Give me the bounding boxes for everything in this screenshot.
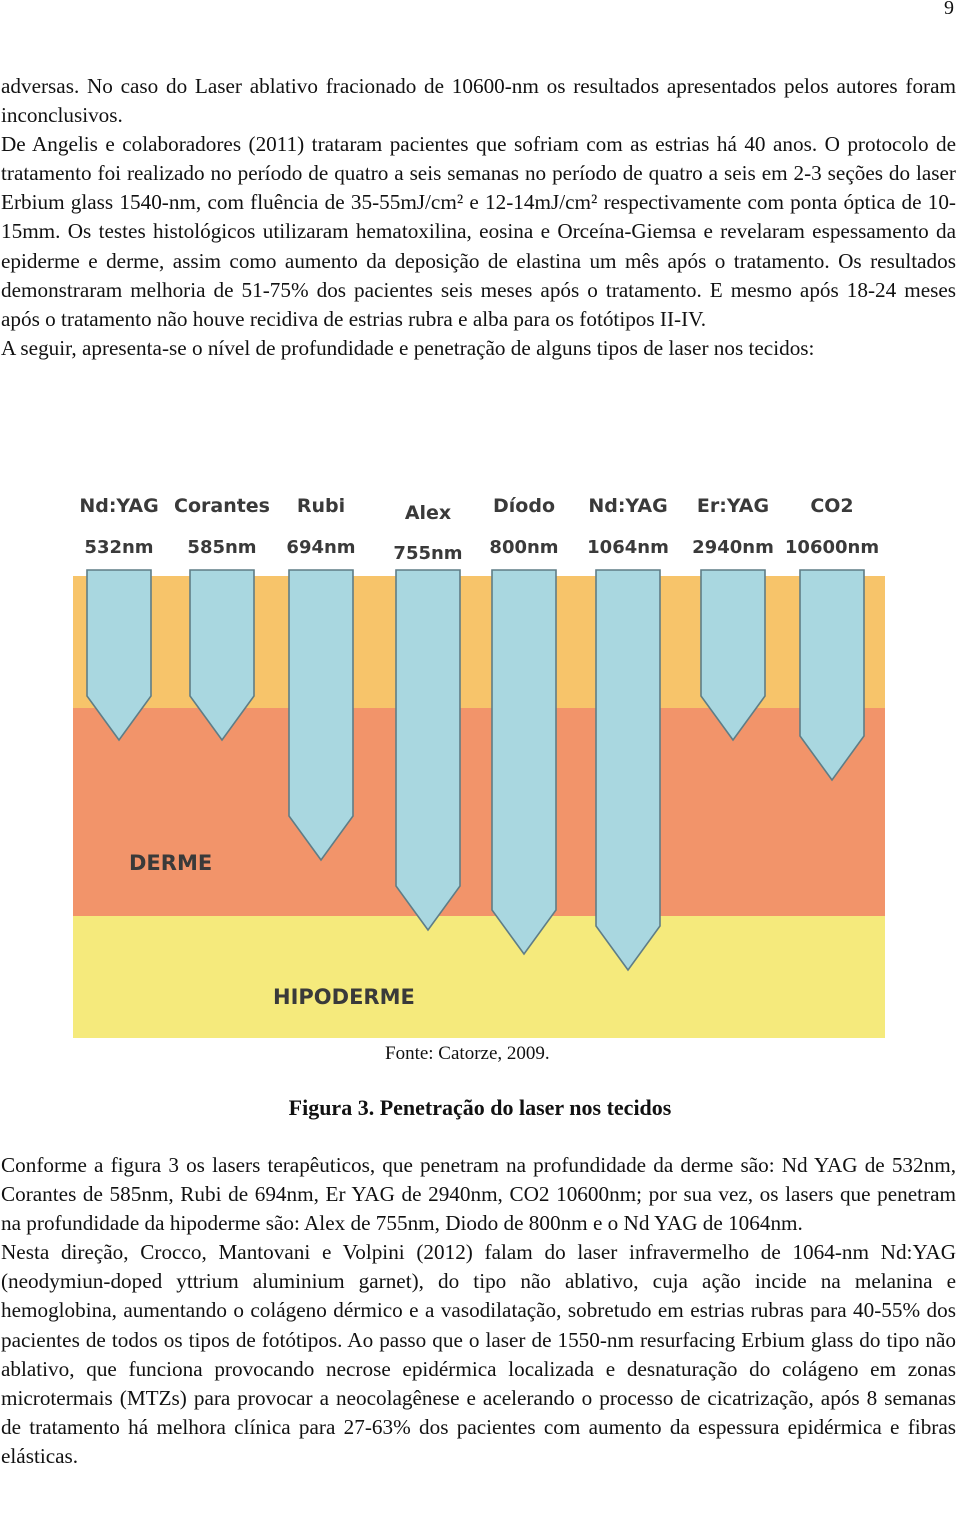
laser-wavelength-label: 10600nm [784,537,880,558]
paragraph: adversas. No caso do Laser ablativo fracionado de 10600-nm os resultados apresentados pelos autores foram inconclusivos. [1,74,956,128]
laser-name-label: Díodo [493,495,555,517]
laser-name-label: Rubi [296,495,346,517]
laser-wavelength-label: 585nm [187,537,257,558]
hipoderme-layer [73,916,885,1038]
laser-name-label: Nd:YAG [79,495,159,517]
hipoderme-label: HIPODERME [273,985,415,1009]
laser-wavelength-label: 532nm [84,537,154,558]
paragraph: Conforme a figura 3 os lasers terapêuticos, que penetram na profundidade da derme são: Nd YAG de 532nm, Corantes de 585nm, Rubi de 694nm, Er YAG de 2940nm, CO2 10600nm; por sua vez, os lasers que penetram na profundidade da hipoderme são: Alex de 755nm, Diodo de 800nm e o Nd YAG de 1064nm. [1,1153,956,1236]
laser-beam [396,570,460,930]
laser-wavelength-label: 800nm [489,537,559,558]
laser-name-label: CO2 [810,495,854,517]
laser-beam [289,570,353,860]
laser-wavelength-label: 755nm [393,543,463,564]
page-number: 9 [944,0,954,19]
laser-wavelength-label: 1064nm [587,537,669,558]
figure-caption: Figura 3. Penetração do laser nos tecidos [288,1095,672,1120]
laser-beam [800,570,864,780]
figure-source: Fonte: Catorze, 2009. [385,1043,550,1064]
laser-beam [492,570,556,954]
laser-penetration-figure [73,480,885,1038]
bottom-text-block [1,1151,956,1471]
derme-label: DERME [129,851,213,875]
laser-name-label: Alex [404,502,452,524]
derme-layer [73,708,885,916]
laser-beam [596,570,660,970]
laser-wavelength-label: 694nm [286,537,356,558]
laser-name-label: Corantes [174,495,270,517]
paragraph: De Angelis e colaboradores (2011) trataram pacientes que sofriam com as estrias há 40 anos. O protocolo de tratamento foi realizado no período de quatro a seis semanas no período de quatro a seis em 2-3 seções do laser Erbium glass 1540-nm, com fluência de 35-55mJ/cm² e 12-14mJ/cm² respectivamente com ponta óptica de 10-15mm. Os testes histológicos utilizaram hematoxilina, eosina e Orceína-Giemsa e revelaram espessamento da epiderme e derme, assim como aumento da deposição de elastina um mês após o tratamento. Os resultados demonstraram melhoria de 51-75% dos pacientes seis meses após o tratamento. E mesmo após 18-24 meses após o tratamento não houve recidiva de estrias rubra e alba para os fotótipos II-IV. [1,132,956,331]
laser-diagram [73,480,885,1038]
laser-name-label: Nd:YAG [588,495,668,517]
laser-wavelength-label: 2940nm [692,537,774,558]
laser-name-label: Er:YAG [696,495,770,517]
paragraph: Nesta direção, Crocco, Mantovani e Volpini (2012) falam do laser infravermelho de 1064-nm Nd:YAG (neodymiun-doped yttrium aluminium garnet), do tipo não ablativo, cuja ação incide na melanina e hemoglobina, aumentando o colágeno dérmico e a vasodilatação, sobretudo em estrias rubras para 40-55% dos pacientes de todos os tipos de fotótipos. Ao passo que o laser de 1550-nm resurfacing Erbium glass do tipo não ablativo, que funciona provocando necrose epidérmica localizada e desnaturação do colágeno em zonas microtermais (MTZs) para provocar a neocolagênese e acelerando o processo de cicatrização, após 8 semanas de tratamento há melhora clínica para 27-63% dos pacientes com aumento da espessura epidérmica e fibras elásticas. [1,1240,956,1468]
paragraph: A seguir, apresenta-se o nível de profundidade e penetração de alguns tipos de laser nos tecidos: [1,335,815,360]
top-text-block [1,72,956,363]
